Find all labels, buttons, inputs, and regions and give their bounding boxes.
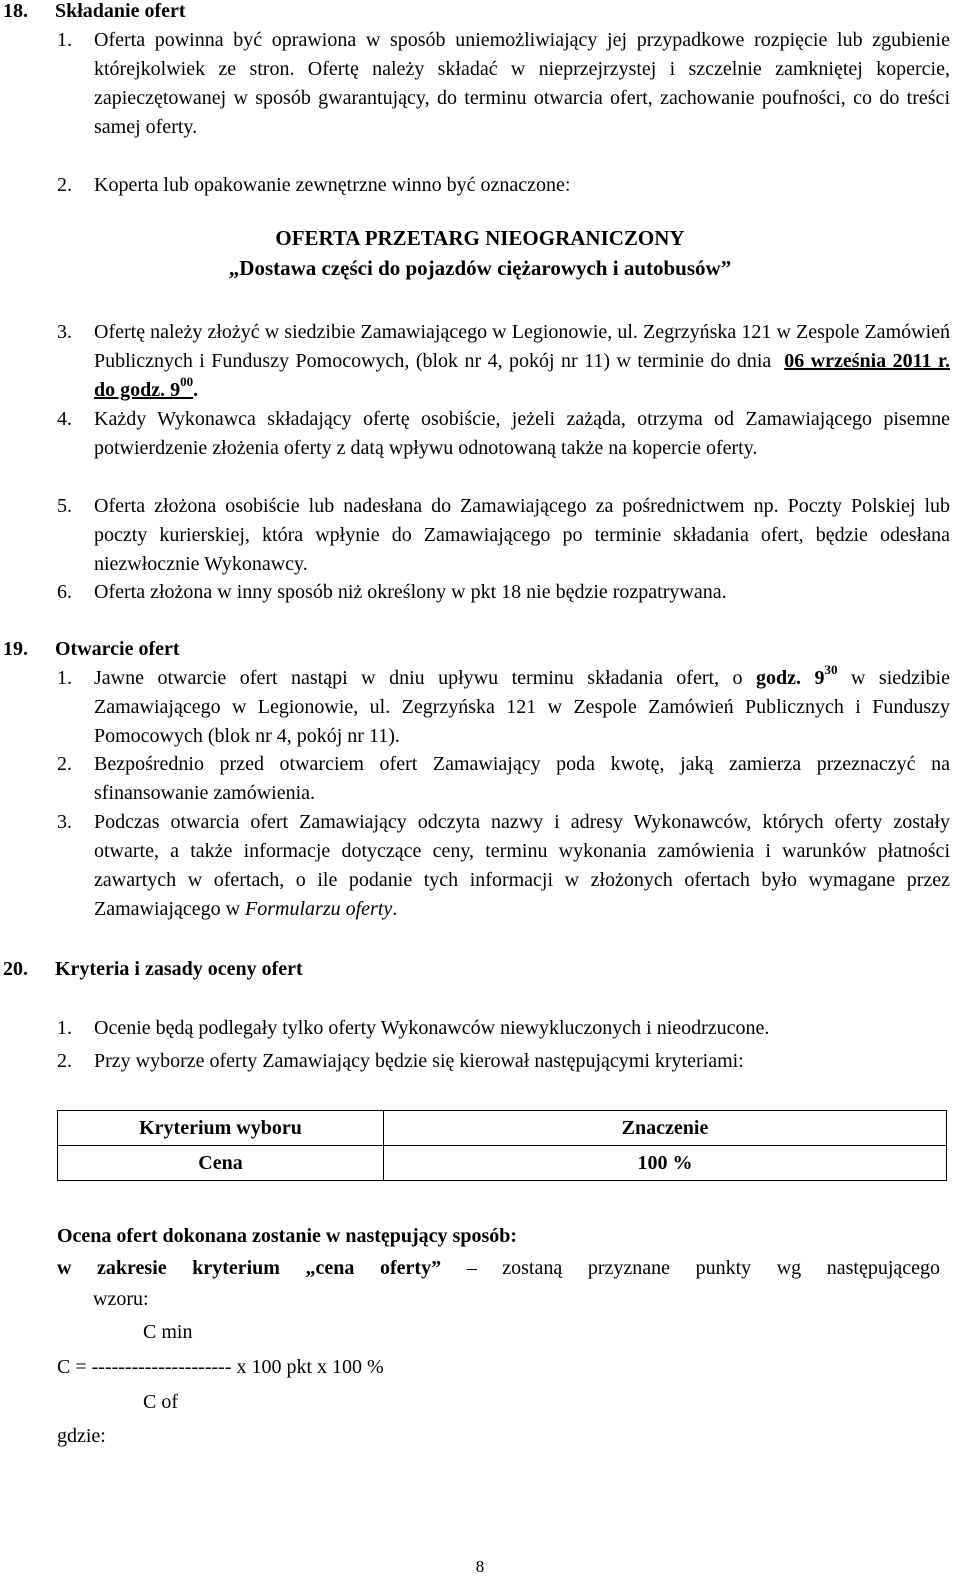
item-number: 1. bbox=[57, 29, 72, 51]
table-header-cell: Kryterium wyboru bbox=[58, 1111, 384, 1146]
section-title: Kryteria i zasady oceny ofert bbox=[55, 958, 303, 980]
list-item bbox=[57, 808, 950, 924]
section-number: 18. bbox=[3, 0, 28, 22]
item-number: 3. bbox=[57, 811, 72, 833]
item-text: Oferta złożona osobiście lub nadesłana do Zamawiającego za pośrednictwem np. Poczty Polskiej lub poczty kurierskiej, która wpłynie do Zamawiającego po terminie składania ofert, będzie odesłana niezwłocznie Wykonawcy. bbox=[94, 495, 950, 575]
item-number: 3. bbox=[57, 321, 72, 343]
list-item bbox=[57, 1047, 950, 1076]
item-text: Oferta złożona w inny sposób niż określony w pkt 18 nie będzie rozpatrywana. bbox=[94, 581, 727, 603]
item-text: Przy wyborze oferty Zamawiający będzie się kierował następującymi kryteriami: bbox=[94, 1050, 744, 1072]
list-item bbox=[57, 171, 950, 200]
item-number: 2. bbox=[57, 753, 72, 775]
formula-denominator: C of bbox=[143, 1391, 178, 1413]
list-item bbox=[57, 405, 950, 463]
opening-hour: godz. $9^{30}$ bbox=[756, 662, 838, 689]
evaluation-text-cont: wzoru: bbox=[93, 1288, 149, 1310]
section-title: Otwarcie ofert bbox=[55, 638, 180, 660]
section-number: 19. bbox=[3, 638, 28, 660]
formula-line: C = --------------------- x 100 pkt x 100 % bbox=[57, 1356, 384, 1378]
table-header-row bbox=[58, 1111, 947, 1146]
formula-numerator: C min bbox=[143, 1321, 193, 1343]
list-item bbox=[57, 318, 950, 405]
item-number: 1. bbox=[57, 1017, 72, 1039]
item-number: 4. bbox=[57, 408, 72, 430]
deadline-date: 06 września 2011 r. bbox=[784, 350, 950, 372]
list-item bbox=[57, 750, 950, 808]
item-number: 1. bbox=[57, 667, 72, 689]
form-reference: Formularzu oferty bbox=[245, 898, 393, 920]
section-19-heading bbox=[3, 635, 180, 664]
item-text: Podczas otwarcia ofert Zamawiający odczyta nazwy i adresy Wykonawców, których oferty zostały otwarte, a także informacje dotyczące ceny, terminu wykonania zamówienia i warunków płatności zawartych w ofertach, o ile podanie tych informacji w złożonych ofertach było wymagane przez Zamawiającego w Formularzu oferty. bbox=[94, 811, 950, 920]
list-item bbox=[57, 26, 950, 142]
page-number: 8 bbox=[475, 1557, 485, 1576]
item-number: 6. bbox=[57, 581, 72, 603]
formula-legend-label: gdzie: bbox=[57, 1425, 106, 1447]
table-cell: 100 % bbox=[384, 1146, 947, 1181]
item-text: Każdy Wykonawca składający ofertę osobiście, jeżeli zażąda, otrzyma od Zamawiającego pisemne potwierdzenie złożenia oferty z datą wpływu odnotowaną także na kopercie oferty. bbox=[94, 408, 950, 459]
list-item bbox=[57, 1014, 950, 1043]
item-text: Oferta powinna być oprawiona w sposób uniemożliwiający jej przypadkowe rozpięcie lub zgubienie którejkolwiek ze stron. Ofertę należy składać w nieprzejrzystej i szczelnie zamkniętej kopercie, zapieczętowanej w sposób gwarantujący, do terminu otwarcia ofert, zachowanie poufności, co do treści samej oferty. bbox=[94, 29, 950, 138]
item-text: Ocenie będą podlegały tylko oferty Wykonawców niewykluczonych i nieodrzucone. bbox=[94, 1017, 770, 1039]
item-text: Koperta lub opakowanie zewnętrzne winno być oznaczone: bbox=[94, 174, 571, 196]
envelope-label-line-1: OFERTA PRZETARG NIEOGRANICZONY bbox=[275, 226, 685, 250]
evaluation-heading: Ocena ofert dokonana zostanie w następujący sposób: bbox=[57, 1225, 518, 1247]
item-number: 2. bbox=[57, 1050, 72, 1072]
item-text: Bezpośrednio przed otwarciem ofert Zamawiający poda kwotę, jaką zamierza przeznaczyć na sfinansowanie zamówienia. bbox=[94, 753, 950, 804]
section-title: Składanie ofert bbox=[55, 0, 186, 22]
section-number: 20. bbox=[3, 958, 28, 980]
criteria-table bbox=[57, 1110, 947, 1181]
item-text: Ofertę należy złożyć w siedzibie Zamawiającego w Legionowie, ul. Zegrzyńska 121 w Zespole Zamówień Publicznych i Funduszy Pomocowych, (blok nr 4, pokój nr 11) w terminie do dnia 06 września 2011 r. do godz. $9^{00}$. bbox=[94, 321, 950, 401]
evaluation-text: w zakresie kryterium „cena oferty” – zostaną przyznane punkty wg następującego bbox=[57, 1257, 941, 1279]
item-text: Jawne otwarcie ofert nastąpi w dniu upływu terminu składania ofert, o godz. $9^{30}$ w siedzibie Zamawiającego w Legionowie, ul. Zegrzyńska 121 w Zespole Zamówień Publicznych i Funduszy Pomocowych (blok nr 4, pokój nr 11). bbox=[94, 662, 950, 747]
list-item bbox=[57, 578, 950, 607]
section-18-heading bbox=[3, 0, 186, 26]
item-number: 5. bbox=[57, 495, 72, 517]
item-number: 2. bbox=[57, 174, 72, 196]
section-20-heading bbox=[3, 955, 303, 984]
table-row bbox=[58, 1146, 947, 1181]
list-item bbox=[57, 492, 950, 579]
deadline-hour: do godz. $9^{00}$ bbox=[94, 374, 194, 401]
list-item bbox=[57, 664, 950, 751]
table-cell: Cena bbox=[58, 1146, 384, 1181]
table-header-cell: Znaczenie bbox=[384, 1111, 947, 1146]
envelope-label-line-2: „Dostawa części do pojazdów ciężarowych i autobusów” bbox=[228, 256, 732, 280]
